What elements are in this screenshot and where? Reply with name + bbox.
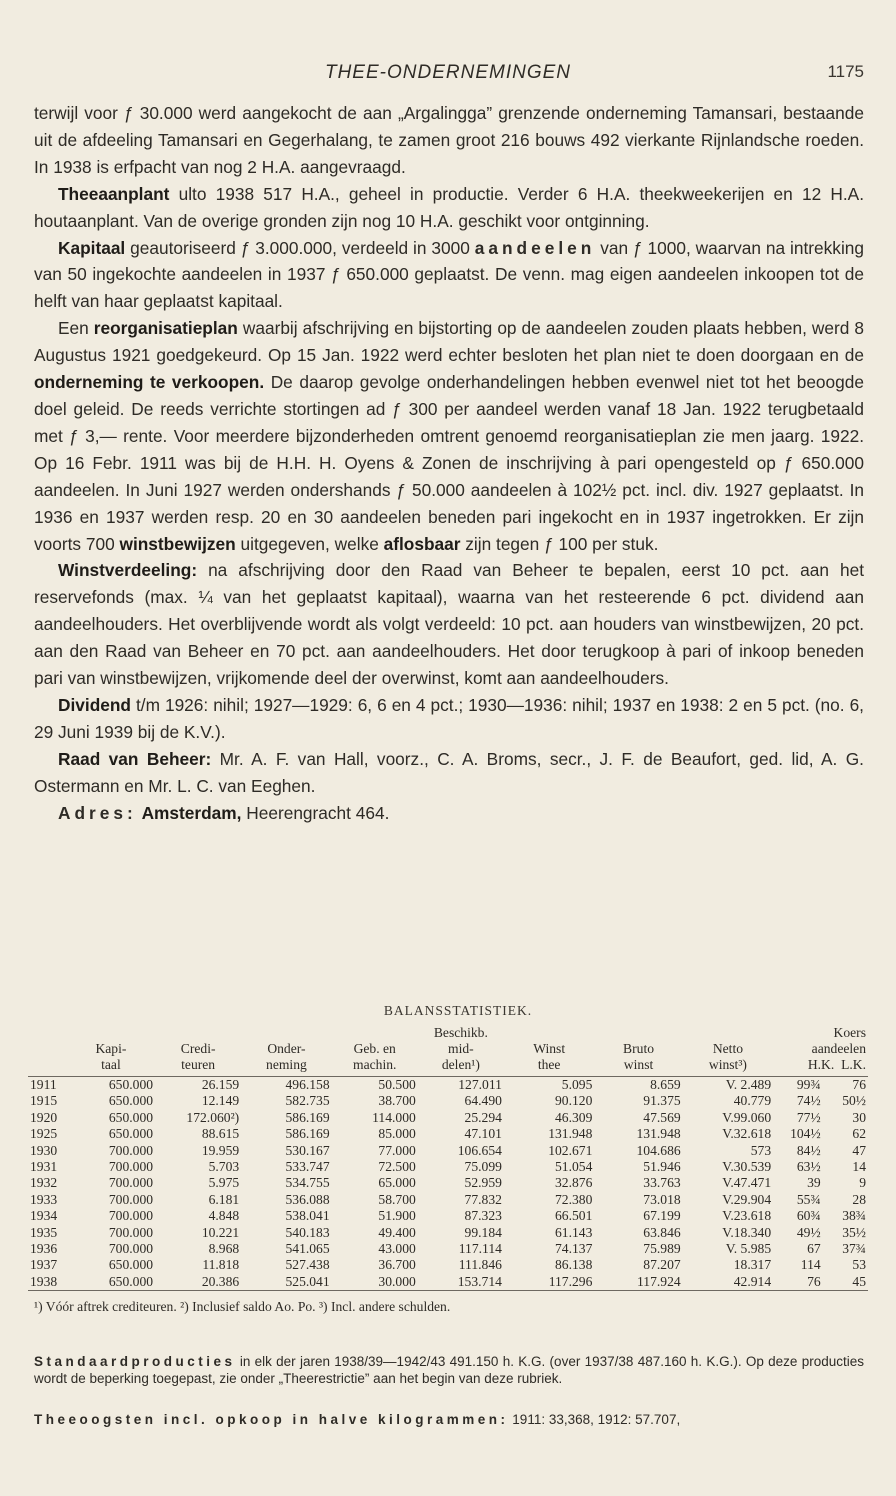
table-cell: 51.946 (643, 1159, 681, 1175)
table-cell: 1934 (30, 1208, 58, 1224)
table-cell: 700.000 (108, 1241, 154, 1257)
table-cell: 38.700 (378, 1093, 416, 1109)
table-cell: 35½ (842, 1224, 866, 1240)
table-cell: 38¾ (842, 1208, 866, 1224)
table-cell: 102.671 (548, 1142, 593, 1158)
table-cell: 1938 (30, 1273, 58, 1289)
label-theeaanplant: Theeaanplant (58, 183, 170, 204)
table-cell: V.23.618 (722, 1208, 772, 1224)
table-cell: 49.400 (378, 1224, 416, 1240)
label-reorganisatieplan: reorganisatieplan (93, 318, 238, 339)
table-cell: 51.054 (555, 1159, 593, 1175)
table-cell: 75.099 (464, 1159, 502, 1175)
table-cell: 650.000 (108, 1257, 154, 1273)
table-cell: 55¾ (796, 1191, 821, 1207)
table-cell: 10.221 (201, 1224, 240, 1240)
table-row (28, 1077, 868, 1094)
table-cell: V.18.340 (722, 1224, 772, 1240)
table-row (28, 1093, 868, 1109)
table-cell: 49½ (796, 1224, 821, 1240)
table-cell: 8.968 (208, 1241, 240, 1257)
table-row (28, 1126, 868, 1142)
table-cell: 540.183 (285, 1224, 330, 1240)
paragraph-winstverdeeling: Winstverdeeling: na afschrijving door den Raad van Beheer te bepalen, eerst 10 pct. aan het reservefonds (max. ¼ van het geplaatst kapitaal), waarna van het resteerende 6 pct. dividend aan aandeelhouders. Het overblijvende wordt als volgt verdeeld: 10 pct. aan houders van winstbewijzen, 20 pct. aan den Raad van Beheer en 70 pct. aan aandeelhouders. Het door terugkoop à pari of inkoop beneden pari van winstbewijzen, vrijkomende deel der overwinst, komt aan aandeelhouders. (34, 560, 864, 689)
table-cell: 1936 (30, 1241, 58, 1257)
balans-title: BALANSSTATISTIEK. (383, 1003, 533, 1018)
table-cell: 11.818 (202, 1257, 240, 1273)
table-cell: 153.714 (457, 1273, 502, 1289)
table-cell: 77.000 (378, 1142, 416, 1158)
table-cell: 19.959 (201, 1142, 240, 1158)
table-cell: V.30.539 (722, 1159, 772, 1175)
table-cell: 530.167 (285, 1142, 330, 1158)
col-onderneming: Onder- neming (241, 1025, 331, 1077)
table-cell: 37¾ (842, 1241, 866, 1257)
table-cell: 117.924 (637, 1273, 681, 1289)
theeoogsten-paragraph: Theeoogsten incl. opkoop in halve kilogrammen: 1911: 33,368, 1912: 57.707, (34, 1412, 681, 1427)
table-cell: 47.569 (643, 1109, 681, 1125)
table-cell: 91.375 (643, 1093, 681, 1109)
table-cell: 50.500 (378, 1077, 416, 1092)
table-cell: 533.747 (285, 1159, 330, 1175)
table-cell: 62 (852, 1126, 866, 1142)
table-cell: 650.000 (108, 1077, 154, 1092)
table-cell: V.47.471 (722, 1175, 772, 1191)
table-cell: 66.501 (555, 1208, 593, 1224)
table-cell: 99¾ (796, 1077, 821, 1092)
table-cell: 88.615 (201, 1126, 240, 1142)
table-cell: 1937 (30, 1257, 58, 1273)
adres-city: Amsterdam, (141, 802, 242, 823)
label-kapitaal: Kapitaal (58, 237, 126, 258)
balans-footnote: ¹) Vóór aftrek crediteuren. ²) Inclusief saldo Ao. Po. ³) Incl. andere schulden. (34, 1299, 451, 1315)
table-cell: 114.000 (372, 1109, 416, 1125)
col-bruto-winst: Bruto winst (594, 1025, 682, 1077)
col-netto-winst: Netto winst³) (683, 1025, 773, 1077)
table-cell: 700.000 (108, 1191, 154, 1207)
table-row (28, 1257, 868, 1273)
table-row (28, 1143, 868, 1159)
table-cell: 4.848 (208, 1208, 240, 1224)
table-cell: 650.000 (108, 1126, 154, 1142)
table-cell: 12.149 (201, 1093, 240, 1109)
table-cell: 650.000 (108, 1109, 154, 1125)
table-cell: 39 (807, 1175, 821, 1191)
table-cell: 538.041 (285, 1208, 330, 1224)
table-cell: 106.654 (457, 1142, 502, 1158)
table-cell: 6.181 (208, 1191, 240, 1207)
paragraph-raad-van-beheer: Raad van Beheer: Mr. A. F. van Hall, voorz., C. A. Broms, secr., J. F. de Beaufort, ged. lid, A. G. Ostermann en Mr. L. C. van Eeghen. (34, 748, 864, 796)
table-cell: 65.000 (378, 1175, 416, 1191)
table-cell: 527.438 (285, 1257, 330, 1273)
col-koers: Koers aandeelen H.K. L.K. (773, 1025, 868, 1077)
paragraph-acquisition: terwijl voor ƒ 30.000 werd aangekocht de aan „Argalingga” grenzende onderneming Tamansari, bestaande uit de afdeeling Tamansari en Gegerhalang, te zamen groot 216 bouws 492 vierkante Rijnlandsche roeden. In 1938 is erfpacht van nog 2 H.A. aangevraagd. (34, 103, 864, 177)
table-cell: 72.500 (378, 1159, 416, 1175)
table-cell: 72.380 (555, 1191, 593, 1207)
table-cell: 87.323 (464, 1208, 502, 1224)
table-cell: 536.088 (285, 1191, 330, 1207)
table-bottom-rule (28, 1290, 868, 1291)
table-cell: 5.703 (208, 1159, 240, 1175)
table-row (28, 1192, 868, 1208)
label-standaardproducties: Standaardproducties (34, 1354, 236, 1369)
standaardproducties-paragraph: Standaardproducties in elk der jaren 1938/39—1942/43 491.150 h. K.G. (over 1937/38 487.160 h. K.G.). Op deze producties wordt de beperking toegepast, zie onder „Theerestrictie” aan het begin van deze rubriek. (34, 1354, 864, 1386)
page-number: 1175 (827, 62, 864, 81)
table-row (28, 1241, 868, 1257)
body-text (34, 100, 864, 826)
table-cell: 28 (852, 1191, 866, 1207)
table-cell: 1930 (30, 1142, 58, 1158)
paragraph-dividend: Dividend t/m 1926: nihil; 1927—1929: 6, 6 en 4 pct.; 1930—1936: nihil; 1937 en 1938: 2 en 5 pct. (no. 6, 29 Juni 1939 bij de K.V.). (34, 694, 864, 742)
table-cell: 1915 (30, 1093, 58, 1109)
table-cell: 700.000 (108, 1208, 154, 1224)
paragraph-reorganisatie: Een reorganisatieplan waarbij afschrijving en bijstorting op de aandeelen zouden plaats hebben, werd 8 Augustus 1921 goedgekeurd. Op 15 Jan. 1922 werd echter besloten het plan niet te doen doorgaan en de onderneming te verkoopen. De daarop gevolge onderhandelingen hebben evenwel niet tot het beoogde doel geleid. De reeds verrichte stortingen ad ƒ 300 per aandeel werden vanaf 18 Jan. 1922 terugbetaald met ƒ 3,— rente. Voor meerdere bijzonderheden omtrent genoemd reorganisatieplan zie men jaarg. 1922. Op 16 Febr. 1911 was bij de H.H. H. Oyens & Zonen de inschrijving à pari opengesteld op ƒ 650.000 aandeelen. In Juni 1927 werden ondershands ƒ 50.000 aandeelen à 102½ pct. incl. div. 1927 geplaatst. In 1936 en 1937 werden resp. 20 en 30 aandeelen beneden pari ingekocht en in 1937 ingetrokken. Er zijn voorts 700 winstbewijzen uitgegeven, welke aflosbaar zijn tegen ƒ 100 per stuk. (34, 318, 864, 554)
table-cell: 42.914 (733, 1273, 772, 1289)
table-cell: 586.169 (285, 1126, 330, 1142)
page-header (0, 62, 896, 86)
paragraph-theeaanplant: Theeaanplant ulto 1938 517 H.A., geheel in productie. Verder 6 H.A. theekweekerijen en 12 H.A. houtaanplant. Van de overige gronden zijn nog 10 H.A. geschikt voor ontginning. (34, 183, 864, 231)
table-cell: 40.779 (733, 1093, 772, 1109)
table-cell: 573 (750, 1142, 772, 1158)
table-cell: 47 (852, 1142, 866, 1158)
table-cell: 525.041 (285, 1273, 330, 1289)
table-cell: 60¾ (796, 1208, 821, 1224)
table-row (28, 1159, 868, 1175)
table-cell: 46.309 (555, 1109, 593, 1125)
table-cell: 30 (852, 1109, 866, 1125)
table-cell: 50½ (842, 1093, 866, 1109)
table-row (28, 1225, 868, 1241)
table-cell: 74.137 (555, 1241, 593, 1257)
label-theeoogsten: Theeoogsten incl. opkoop in halve kilogrammen: (34, 1412, 509, 1427)
table-cell: 77½ (796, 1109, 821, 1125)
table-cell: 104.686 (636, 1142, 681, 1158)
table-cell: 87.207 (643, 1257, 681, 1273)
table-cell: 30.000 (378, 1273, 416, 1289)
table-cell: 1925 (30, 1126, 58, 1142)
table-cell: 18.317 (733, 1257, 772, 1273)
balans-table (28, 1025, 868, 1290)
table-cell: 114 (800, 1257, 821, 1273)
table-cell: 700.000 (108, 1159, 154, 1175)
table-cell: 25.294 (464, 1109, 502, 1125)
table-cell: 36.700 (378, 1257, 416, 1273)
table-cell: V. 5.985 (725, 1241, 772, 1257)
table-cell: 90.120 (555, 1093, 593, 1109)
table-cell: 582.735 (285, 1093, 330, 1109)
table-cell: 541.065 (285, 1241, 330, 1257)
col-year (28, 1025, 67, 1077)
col-kapitaal: Kapi- taal (67, 1025, 155, 1077)
table-cell: 47.101 (464, 1126, 502, 1142)
table-cell: 43.000 (378, 1241, 416, 1257)
table-cell: 63.846 (643, 1224, 681, 1240)
table-cell: 1935 (30, 1224, 58, 1240)
table-cell: 67 (807, 1241, 821, 1257)
col-machin: Geb. en machin. (332, 1025, 418, 1077)
table-cell: 99.184 (464, 1224, 502, 1240)
table-cell: 75.989 (643, 1241, 681, 1257)
table-cell: 20.386 (201, 1273, 240, 1289)
table-cell: V.32.618 (722, 1126, 772, 1142)
bold-onderneming-verkoopen: onderneming te verkoopen. (34, 372, 265, 393)
balans-statistiek (28, 1003, 868, 1315)
table-cell: 76 (852, 1077, 866, 1092)
paragraph-kapitaal: Kapitaal geautoriseerd ƒ 3.000.000, verdeeld in 3000 aandeelen van ƒ 1000, waarvan na intrekking van 50 ingekochte aandeelen in 1937 ƒ 650.000 geplaatst. De venn. mag eigen aandeelen inkoopen tot de helft van haar geplaatst kapitaal. (34, 237, 865, 312)
table-cell: 74½ (796, 1093, 821, 1109)
table-cell: V. 2.489 (725, 1077, 772, 1092)
table-cell: 650.000 (108, 1273, 154, 1289)
table-cell: 33.763 (643, 1175, 681, 1191)
running-title: THEE-ONDERNEMINGEN (324, 62, 571, 83)
balans-header-row (28, 1025, 868, 1077)
table-cell: 172.060²) (186, 1109, 240, 1125)
table-cell: 85.000 (378, 1126, 416, 1142)
table-cell: 650.000 (108, 1093, 154, 1109)
table-cell: 67.199 (643, 1208, 681, 1224)
table-cell: 52.959 (464, 1175, 502, 1191)
label-dividend: Dividend (58, 694, 131, 715)
table-cell: 64.490 (464, 1093, 502, 1109)
table-row (28, 1208, 868, 1224)
bold-aflosbaar: aflosbaar (383, 533, 461, 554)
table-cell: 63½ (796, 1159, 821, 1175)
table-cell: 111.846 (458, 1257, 502, 1273)
col-winst-thee: Winst thee (504, 1025, 594, 1077)
label-adres: Adres: (58, 802, 137, 823)
table-cell: 1911 (30, 1077, 57, 1092)
table-row (28, 1175, 868, 1191)
table-cell: V.99.060 (722, 1109, 772, 1125)
table-cell: 131.948 (636, 1126, 681, 1142)
table-cell: 8.659 (650, 1077, 681, 1092)
table-cell: 1931 (30, 1159, 58, 1175)
table-cell: 117.296 (548, 1273, 593, 1289)
table-cell: 26.159 (201, 1077, 240, 1092)
table-cell: 32.876 (555, 1175, 593, 1191)
table-cell: 5.975 (208, 1175, 240, 1191)
label-raad-van-beheer: Raad van Beheer: (58, 748, 212, 769)
table-cell: 700.000 (108, 1142, 154, 1158)
table-cell: 117.114 (458, 1241, 502, 1257)
table-cell: 9 (859, 1175, 866, 1191)
table-cell: 586.169 (285, 1109, 330, 1125)
table-cell: 14 (852, 1159, 866, 1175)
spaced-aandeelen: aandeelen (474, 237, 596, 258)
table-cell: 534.755 (285, 1175, 330, 1191)
table-cell: 1933 (30, 1191, 58, 1207)
table-cell: 86.138 (555, 1257, 593, 1273)
label-winstverdeeling: Winstverdeeling: (58, 560, 198, 581)
table-cell: 53 (852, 1257, 866, 1273)
table-cell: 73.018 (643, 1191, 681, 1207)
paragraph-adres: Adres: Amsterdam, Heerengracht 464. (58, 802, 390, 823)
table-cell: 496.158 (285, 1077, 330, 1092)
table-cell: 104½ (790, 1126, 821, 1142)
table-row (28, 1274, 868, 1290)
table-cell: 5.095 (561, 1077, 593, 1092)
table-cell: 61.143 (555, 1224, 593, 1240)
table-cell: 58.700 (378, 1191, 416, 1207)
balans-body (28, 1077, 868, 1291)
table-cell: 76 (807, 1273, 821, 1289)
table-cell: 1932 (30, 1175, 58, 1191)
table-cell: 127.011 (458, 1077, 502, 1092)
table-cell: 1920 (30, 1109, 58, 1125)
table-cell: 51.900 (378, 1208, 416, 1224)
table-cell: 77.832 (464, 1191, 502, 1207)
table-cell: 45 (852, 1273, 866, 1289)
col-crediteuren: Credi- teuren (155, 1025, 241, 1077)
table-cell: 700.000 (108, 1224, 154, 1240)
col-beschikb: Beschikb. mid- delen¹) (418, 1025, 504, 1077)
table-cell: 131.948 (548, 1126, 593, 1142)
bold-winstbewijzen: winstbewijzen (119, 533, 236, 554)
table-cell: 700.000 (108, 1175, 154, 1191)
table-cell: 84½ (796, 1142, 821, 1158)
table-row (28, 1110, 868, 1126)
table-cell: V.29.904 (722, 1191, 772, 1207)
